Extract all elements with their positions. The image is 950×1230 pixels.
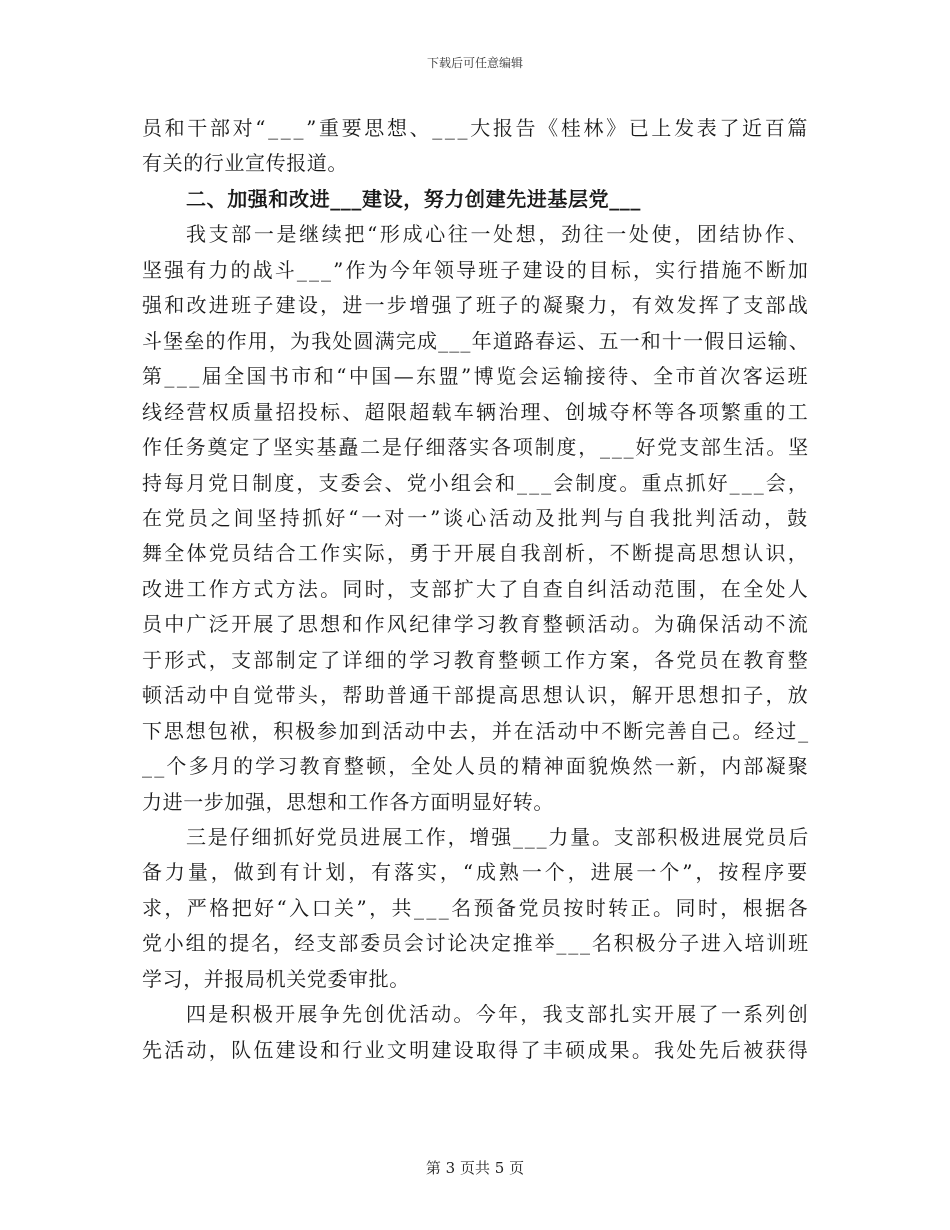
text-line: 先活动，队伍建设和行业文明建设取得了丰硕成果。我处先后被获得 xyxy=(142,1037,810,1062)
text-line: 坚强有力的战斗___”作为今年领导班子建设的目标，实行措施不断加 xyxy=(142,257,810,282)
text-line: 持每月党日制度，支委会、党小组会和___会制度。重点抓好___会， xyxy=(142,470,810,495)
text-line: 三是仔细抓好党员进展工作，增强___力量。支部积极进展党员后 xyxy=(186,825,810,849)
text-line: 顿活动中自觉带头，帮助普通干部提高思想认识，解开思想扣子，放 xyxy=(142,683,810,708)
text-line: 作任务奠定了坚实基矗二是仔细落实各项制度，___好党支部生活。坚 xyxy=(142,435,810,460)
page-header: 下载后可任意编辑 xyxy=(426,56,523,70)
text-line: 四是积极开展争先创优活动。今年，我支部扎实开展了一系列创 xyxy=(186,1002,810,1027)
text-line: 于形式，支部制定了详细的学习教育整顿工作方案，各党员在教育整 xyxy=(142,647,810,672)
text-line: 我支部一是继续把“形成心往一处想，劲往一处使，团结协作、 xyxy=(186,222,810,247)
text-line: 员和干部对“___”重要思想、___大报告《桂林》已上发表了近百篇 xyxy=(142,116,810,140)
text-line: 力进一步加强，思想和工作各方面明显好转。 xyxy=(142,789,554,814)
text-line: 改进工作方式方法。同时，支部扩大了自查自纠活动范围，在全处人 xyxy=(142,576,810,601)
text-line: 在党员之间坚持抓好“一对一”谈心活动及批判与自我批判活动，鼓 xyxy=(142,505,810,530)
text-line: 舞全体党员结合工作实际，勇于开展自我剖析，不断提高思想认识， xyxy=(142,541,810,566)
text-line: 斗堡垒的作用，为我处圆满完成___年道路春运、五一和十一假日运输、 xyxy=(142,328,810,353)
text-line: 备力量，做到有计划，有落实，“成熟一个，进展一个”，按程序要 xyxy=(142,860,810,885)
text-line: 下思想包袱，积极参加到活动中去，并在活动中不断完善自己。经过_ xyxy=(142,718,810,743)
text-line: 党小组的提名，经支部委员会讨论决定推举___名积极分子进入培训班 xyxy=(142,931,810,956)
text-line: 员中广泛开展了思想和作风纪律学习教育整顿活动。为确保活动不流 xyxy=(142,612,810,637)
text-line: 线经营权质量招投标、超限超载车辆治理、创城夺杯等各项繁重的工 xyxy=(142,399,810,424)
text-line: __个多月的学习教育整顿，全处人员的精神面貌焕然一新，内部凝聚 xyxy=(142,754,810,779)
page-footer: 第 3 页共 5 页 xyxy=(425,1159,525,1177)
text-line: 第___届全国书市和“中国—东盟”博览会运输接待、全市首次客运班 xyxy=(142,364,810,389)
text-line: 强和改进班子建设，进一步增强了班子的凝聚力，有效发挥了支部战 xyxy=(142,293,810,318)
text-line: 有关的行业宣传报道。 xyxy=(142,151,348,176)
text-line: 求，严格把好“入口关”，共___名预备党员按时转正。同时，根据各 xyxy=(142,895,810,920)
text-line: 学习，并报局机关党委审批。 xyxy=(142,966,410,991)
section-heading: 二、加强和改进___建设，努力创建先进基层党___ xyxy=(186,186,641,211)
